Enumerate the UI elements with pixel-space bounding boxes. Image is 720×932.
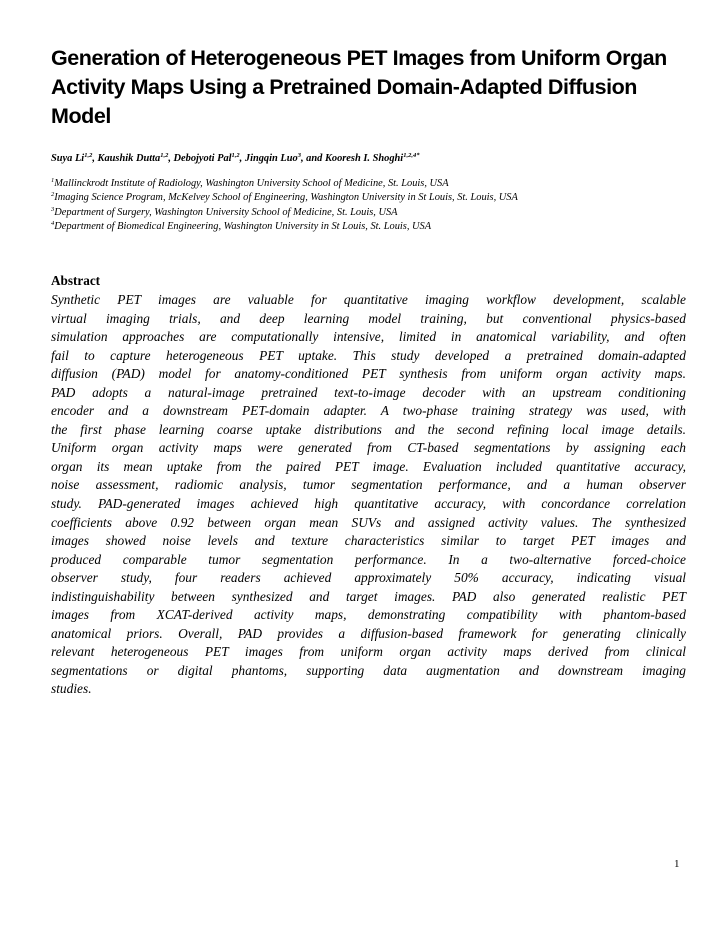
abstract-line: fail to capture heterogeneous PET uptake. This study developed a pretrained domain-adapted <box>51 347 686 363</box>
abstract-line: images from XCAT-derived activity maps, demonstrating compatibility with phantom-based <box>51 607 686 623</box>
author-list <box>51 152 691 166</box>
abstract-line: Synthetic PET images are valuable for quantitative imaging workflow development, scalable <box>51 292 686 307</box>
abstract-line: organ its mean uptake from the paired PET image. Evaluation included quantitative accuracy, <box>51 458 686 474</box>
abstract-line: observer study, four readers achieved approximately 50% accuracy, indicating visual <box>51 570 686 586</box>
abstract-line: relevant heterogeneous PET images from uniform organ activity maps derived from clinical <box>51 644 686 660</box>
abstract-heading: Abstract <box>51 273 101 288</box>
affiliation: $^2$Imaging Science Program, McKelvey School of Engineering, Washington University in St Louis, St. Louis, USA <box>51 191 518 204</box>
affiliation: $^3$Department of Surgery, Washington University School of Medicine, St. Louis, USA <box>51 205 398 218</box>
abstract-line: anatomical priors. Overall, PAD provides a diffusion-based framework for generating clinically <box>51 625 686 641</box>
abstract-line: encoder and a downstream PET-domain adapter. A two-phase training strategy was used, with <box>51 403 686 419</box>
abstract-line: study. PAD-generated images achieved high quantitative accuracy, with concordance correlation <box>51 496 686 512</box>
abstract-line: produced comparable tumor segmentation performance. In a two-alternative forced-choice <box>51 551 686 567</box>
abstract-line: diffusion (PAD) model for anatomy-conditioned PET synthesis from uniform organ activity maps. <box>51 366 686 382</box>
affiliation: $^4$Department of Biomedical Engineering, Washington University in St Louis, St. Louis, USA <box>51 219 432 232</box>
page-number: 1 <box>674 858 680 870</box>
abstract-line: studies. <box>51 681 92 697</box>
abstract-line: noise assessment, radiomic analysis, tumor segmentation performance, and a human observer <box>51 477 686 493</box>
affiliation: $^1$Mallinckrodt Institute of Radiology, Washington University School of Medicine, St. Louis, USA <box>51 177 449 189</box>
abstract-line: indistinguishability between synthesized and target images. PAD also generated realistic PET <box>51 588 686 604</box>
affiliation-list <box>51 177 691 234</box>
abstract-line: simulation approaches are computationally intensive, limited in anatomical variability, and often <box>51 329 686 345</box>
abstract-line: virtual imaging trials, and deep learning model training, but conventional physics-based <box>51 310 686 326</box>
author: Debojyoti Pal$^{1,2}$, <box>173 152 245 164</box>
abstract-line: images showed noise levels and texture characteristics similar to target PET images and <box>51 533 686 549</box>
abstract-line: the first phase learning coarse uptake distributions and the second refining local image details. <box>51 421 686 437</box>
paper-title: Generation of Heterogeneous PET Images from Uniform Organ Activity Maps Using a Pretrained Domain-Adapted Diffusion Model <box>51 46 667 128</box>
author: Kaushik Dutta$^{1,2}$, <box>97 152 174 164</box>
abstract-line: coefficients above 0.92 between organ mean SUVs and assigned activity values. The synthesized <box>51 514 686 530</box>
abstract-line: Uniform organ activity maps were generated from CT-based segmentations by assigning each <box>51 440 686 456</box>
author: Kooresh I. Shoghi$^{1,2,4*}$ <box>324 152 420 164</box>
abstract-line: segmentations or digital phantoms, supporting data augmentation and downstream imaging <box>51 662 686 678</box>
author: Jingqin Luo$^3$, and <box>244 152 325 164</box>
abstract-body <box>51 291 686 699</box>
author: Suya Li$^{1,2}$, <box>51 152 98 164</box>
abstract-line: PAD adopts a natural-image pretrained text-to-image decoder with an upstream conditioning <box>51 384 686 400</box>
